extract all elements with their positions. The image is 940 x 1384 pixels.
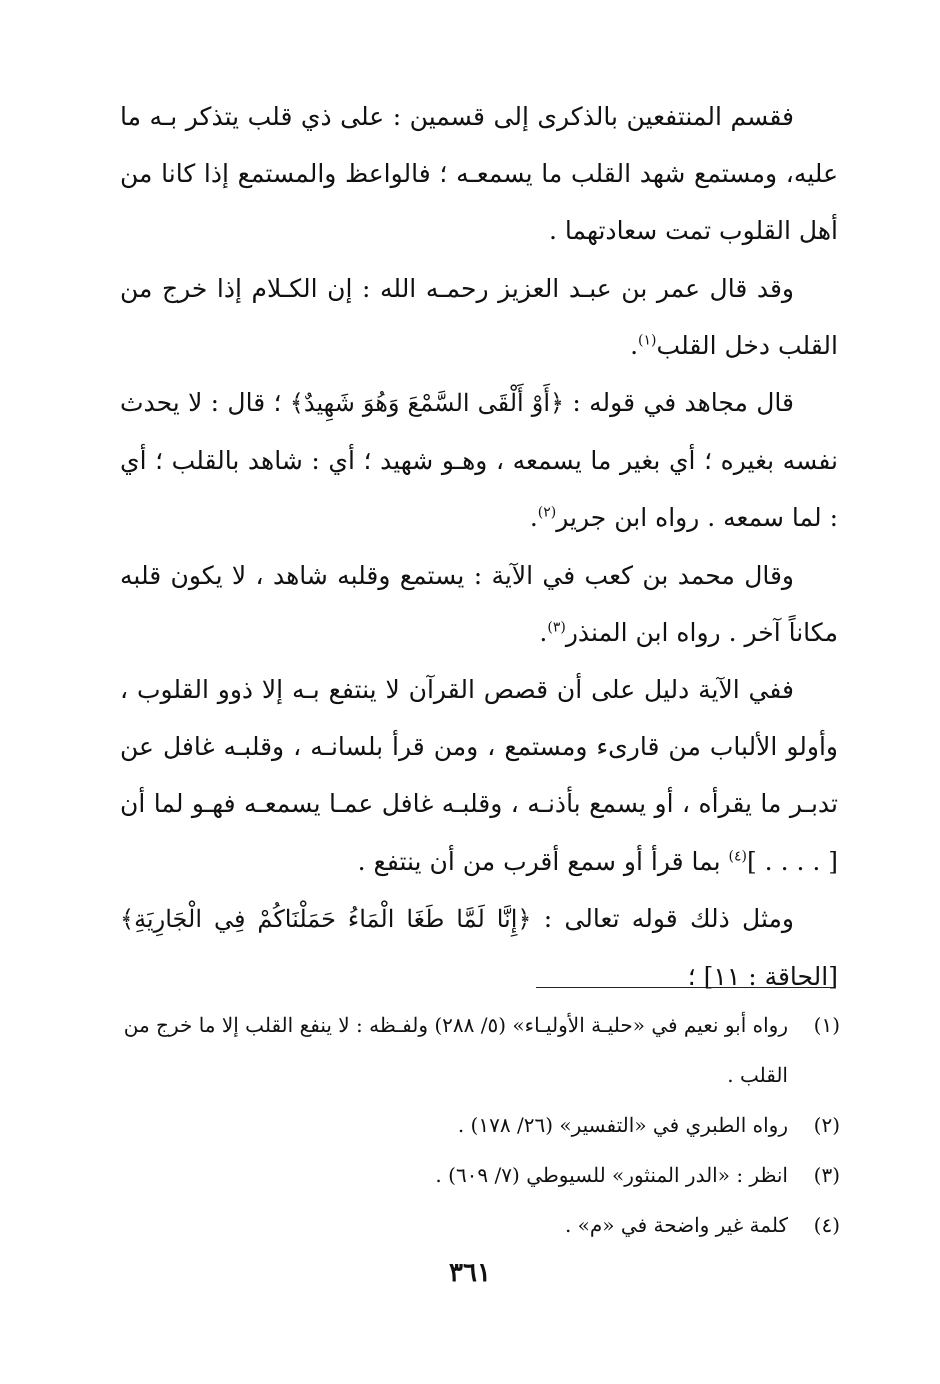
footnote-item: [110, 1100, 840, 1150]
footnote-ref[interactable]: (١): [638, 332, 657, 349]
paragraph-end: .: [630, 330, 639, 360]
page-number: ٣٦١: [449, 1258, 491, 1288]
footnote-ref[interactable]: (٤): [728, 848, 747, 865]
paragraph: [120, 88, 838, 260]
footnotes: [110, 1000, 840, 1250]
main-text: [120, 88, 838, 1005]
footnote-number: (٤): [813, 1213, 840, 1237]
footnote-separator: [536, 987, 834, 988]
footnote-text: كلمة غير واضحة في «م» .: [564, 1213, 788, 1237]
paragraph: [120, 260, 838, 374]
paragraph-text: وقال محمد بن كعب في الآية : يستمع وقلبه شاهد ، لا يكون قلبه مكاناً آخر . رواه ابن المنذر: [120, 560, 838, 647]
paragraph-text: ؛ قال : لا يحدث نفسه بغيره ؛ أي بغير ما يسمعه ، وهـو شهيد ؛ أي : شاهد بالقلب ؛ أي : لما سمعه . رواه ابن جرير: [120, 388, 838, 533]
paragraph-end: .: [529, 503, 538, 533]
footnote-item: [110, 1150, 840, 1200]
surah-citation: [الحاقة : ١١] ؛: [687, 962, 838, 992]
paragraph-text: ففي الآية دليل على أن قصص القرآن لا ينتفع بـه إلا ذوو القلوب ، وأولو الألباب من قارىء ومستمع ، ومن قرأ بلسانـه ، وقلبـه غافل عن تدبـر ما يقرأه ، أو يسمع بأذنـه ، وقلبـه غافل عمـا يسمعـه فهـو لما أن [ . . . . ]: [120, 675, 838, 876]
footnote-item: [110, 1000, 840, 1100]
footnote-ref[interactable]: (٣): [547, 619, 566, 636]
paragraph: [120, 374, 838, 547]
paragraph-text: وقد قال عمر بن عبـد العزيز رحمـه الله : إن الكـلام إذا خرج من القلب دخل القلب: [120, 273, 838, 360]
paragraph: [120, 547, 838, 661]
footnote-number: (١): [813, 1013, 840, 1037]
paragraph: [120, 661, 838, 890]
footnote-text: رواه الطبري في «التفسير» (٢٦/ ١٧٨) .: [457, 1113, 788, 1137]
paragraph-end: بما قرأ أو سمع أقرب من أن ينتفع .: [357, 846, 729, 876]
quran-verse: ﴿أَوْ أَلْقَى السَّمْعَ وَهُوَ شَهِيدٌ﴾: [289, 389, 565, 418]
paragraph-lead: ومثل ذلك قوله تعالى :: [531, 903, 794, 933]
paragraph-end: .: [539, 617, 548, 647]
footnote-text: رواه أبو نعيم في «حليـة الأوليـاء» (٥/ ٢٨٨) ولفـظه : لا ينفع القلب إلا ما خرج من القلب .: [123, 1013, 788, 1087]
footnote-text: انظر : «الدر المنثور» للسيوطي (٧/ ٦٠٩) .: [435, 1163, 788, 1187]
paragraph-lead: قال مجاهد في قوله :: [564, 388, 794, 418]
footnote-number: (٢): [813, 1113, 840, 1137]
paragraph-text: فقسم المنتفعين بالذكرى إلى قسمين : على ذي قلب يتذكر بـه ما عليه، ومستمع شهد القلب ما يسمعـه ؛ فالواعظ والمستمع إذا كانا من أهل القلوب تمت سعادتهما .: [120, 102, 838, 246]
footnote-ref[interactable]: (٢): [537, 505, 557, 522]
quran-verse: ﴿إِنَّا لَمَّا طَغَا الْمَاءُ حَمَلْنَاكُمْ فِي الْجَارِيَةِ﴾: [120, 904, 532, 933]
footnote-number: (٣): [813, 1163, 840, 1187]
footnote-item: [110, 1200, 840, 1250]
